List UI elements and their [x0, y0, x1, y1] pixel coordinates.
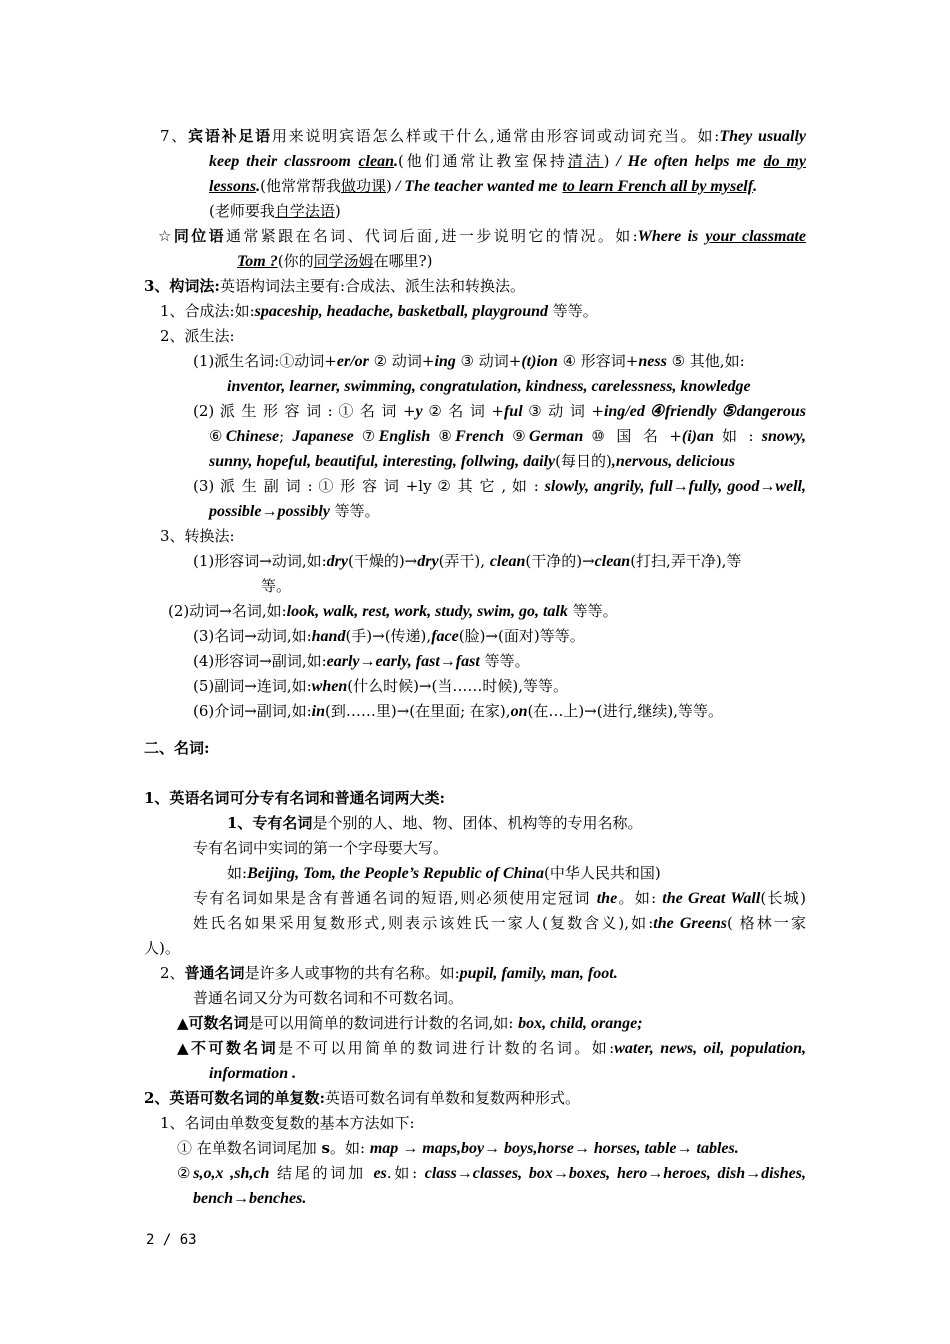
example-highlight: lessons [209, 178, 257, 195]
example-text: water, news, oil, population, [614, 1040, 806, 1057]
term-countable-noun: 可数名词 [188, 1014, 249, 1032]
example-text: English [378, 428, 431, 445]
conversion-noun-verb [193, 624, 585, 649]
item-text: (在…上)→(进行,继续),等等。 [527, 702, 723, 720]
item-text: ② 名 词 + [422, 402, 504, 420]
example-text: look, walk, rest, work, study, swim, go, talk [286, 603, 568, 620]
item-text: ② [177, 1164, 194, 1182]
example-text: slowly, angrily, full→fully, good→well, [544, 478, 807, 495]
item-text: ② 动词+ [368, 352, 435, 370]
surname-plural-rule-line-2: 人)。 [144, 939, 180, 957]
item-label: 3、转换法: [160, 527, 235, 545]
conversion-adj-verb-line-1 [193, 549, 741, 574]
term-common-noun: 普通名词 [184, 964, 245, 982]
item-text: (3) 派 生 副 词 : ① 形 容 词 +ly ② 其 它 , 如 : [193, 477, 545, 495]
derived-nouns-line-1 [193, 349, 745, 374]
example-text: hand [311, 628, 346, 645]
section-heading: 2、英语可数名词的单复数: [144, 1089, 325, 1107]
example-text: on [510, 703, 528, 720]
suffix: ful [503, 403, 523, 420]
translation: (你的 [277, 252, 314, 270]
example-text: inventor, learner, swimming, congratulation, kindness, carelessness, knowledge [227, 378, 751, 395]
item-text: (4)形容词→副词,如: [193, 652, 327, 670]
definition-text: 通常紧跟在名词、代词后面,进一步说明它的情况。如: [225, 227, 638, 245]
translation: ) [603, 152, 610, 170]
conversion-adv-conj [193, 674, 568, 699]
derived-adverbs-line-1 [193, 474, 806, 499]
plural-rule-add-es-line-1 [177, 1161, 806, 1186]
example-highlight: clean [358, 153, 394, 170]
punct: . [753, 178, 758, 195]
item-text: (5)副词→连词,如: [193, 677, 312, 695]
item-text: (弄干), [438, 552, 490, 570]
item-text: 。如: [617, 889, 663, 907]
definition-text: 是不可以用简单的数词进行计数的名词。如: [278, 1039, 615, 1057]
example-text: dry [417, 553, 439, 570]
definition-text: 是可以用简单的数词进行计数的名词,如: [248, 1014, 519, 1032]
translation: ( 格林一家 [726, 914, 807, 932]
example-text: early→early, fast→fast [326, 653, 480, 670]
item-text: 等等。 [567, 602, 618, 620]
word-formation-heading [144, 274, 525, 299]
item-text: 结尾的词加 [269, 1164, 374, 1182]
example-text: clean [489, 553, 526, 570]
example-text: the Great Wall [662, 890, 761, 907]
example-text: box, child, orange; [518, 1015, 643, 1032]
example-text: German [529, 428, 584, 445]
example-text: Chinese [225, 428, 280, 445]
proper-noun-example [227, 861, 661, 886]
item-text: ④ 形容词+ [557, 352, 639, 370]
suffix: s,o,x ,sh,ch [193, 1165, 270, 1182]
item-text: 等等。 [548, 302, 598, 320]
plural-rules-intro: 1、名词由单数变复数的基本方法如下: [160, 1114, 415, 1132]
item-text: ; [279, 427, 293, 445]
item-text: (打扫,弄干净),等 [630, 552, 742, 570]
suffix: s [321, 1139, 330, 1157]
item-text: 等等。 [479, 652, 530, 670]
item-label: 1、合成法:如: [160, 302, 255, 320]
translation-highlight: 同学汤姆 [313, 252, 374, 270]
example-highlight: do my [763, 153, 807, 170]
item-text: 。如: [330, 1139, 370, 1157]
translation-highlight: 自学法语 [274, 202, 335, 220]
item-label: 2、派生法: [160, 327, 235, 345]
item-text: (6)介词→副词,如: [193, 702, 312, 720]
common-noun-definition [160, 961, 618, 986]
section-heading: 3、构词法: [144, 277, 220, 295]
section-text: 英语可数名词有单数和复数两种形式。 [324, 1089, 580, 1107]
item-number: 7、 [160, 127, 189, 145]
item-text: ⑦ [353, 427, 379, 445]
definition-text: 是个别的人、地、物、团体、机构等的专用名称。 [312, 814, 643, 832]
nouns-heading: 二、名词: [144, 739, 210, 757]
page-number: 2 / 63 [146, 1232, 197, 1248]
item-text: 姓氏名如果采用复数形式,则表示该姓氏一家人(复数含义),如: [193, 914, 654, 932]
item-text: ① 在单数名词词尾加 [177, 1139, 322, 1157]
item-text: .如: [386, 1164, 425, 1182]
example-text: keep their classroom [209, 153, 351, 170]
item-text: (干燥的)→ [347, 552, 418, 570]
item-text: ⑨ [504, 427, 530, 445]
item-text: 等。 [261, 577, 292, 595]
item-text: (手)→(传递), [345, 627, 432, 645]
example-highlight: to learn French all by myself [562, 178, 754, 195]
item-text: ⑧ [430, 427, 456, 445]
term-appositive: 同位语 [173, 227, 226, 245]
conversion-adj-verb-line-2 [261, 574, 291, 599]
example-text: They usually [719, 128, 806, 145]
translation: (他们通常让教室保持 [398, 152, 568, 170]
conversion-adj-adv [193, 649, 530, 674]
example-text: ⑤dangerous [716, 403, 806, 420]
example-highlight: Tom ? [237, 253, 278, 270]
term-object-complement: 宾语补足语 [188, 127, 272, 145]
countable-noun-definition [177, 1011, 643, 1036]
item-text: (2)动词→名词,如: [168, 602, 287, 620]
conversion-verb-noun [168, 599, 618, 624]
suffix: ing [434, 353, 456, 370]
item-text: (到……里)→(在里面; 在家), [324, 702, 511, 720]
example-text: map → maps,boy→ boys,horse→ horses, table→ tables. [369, 1140, 739, 1157]
compounding-line [160, 299, 598, 324]
punct: . [394, 153, 398, 170]
noun-types-heading: 1、英语名词可分专有名词和普通名词两大类: [144, 789, 445, 807]
example-text: ,nervous, delicious [611, 453, 735, 470]
example-text: in [311, 703, 325, 720]
example-text: bench→benches. [193, 1190, 307, 1207]
plural-rule-add-es-line-2 [193, 1186, 306, 1211]
translation: (他常常帮我 [260, 177, 341, 195]
derived-adjectives-line-2 [209, 424, 806, 449]
example-text: clean [594, 553, 631, 570]
item-text: (3)名词→动词,如: [193, 627, 312, 645]
common-noun-subtypes: 普通名词又分为可数名词和不可数名词。 [193, 989, 464, 1007]
translation-highlight: 做功课 [340, 177, 386, 195]
proper-noun-article-rule [193, 886, 806, 911]
example-text: ④friendly [644, 403, 717, 420]
term-uncountable-noun: 不可数名词 [190, 1039, 279, 1057]
item-text: (2) 派 生 形 容 词 : ① 名 词 + [193, 402, 416, 420]
plural-rule-add-s [177, 1136, 739, 1161]
example-text: class→classes, box→boxes, hero→heroes, dish→dishes, [424, 1165, 807, 1182]
suffix: er/or [336, 353, 369, 370]
example-text: face [431, 628, 459, 645]
translation: (老师要我 [209, 202, 275, 220]
example-text: pupil, family, man, foot. [459, 965, 618, 982]
example-text: possible→possibly [209, 503, 330, 520]
term-proper-noun: 1、专有名词 [227, 814, 313, 832]
object-complement-line-1 [160, 124, 806, 149]
plural-heading [144, 1086, 580, 1111]
triangle-bullet-icon: ▲ [177, 1014, 189, 1032]
uncountable-noun-definition [177, 1036, 806, 1061]
suffix: y [415, 403, 423, 420]
derived-adjectives-line-1 [193, 399, 806, 424]
uncountable-noun-example-cont [209, 1061, 296, 1086]
derivation-label [160, 324, 235, 349]
item-text: ⑩ 国 名 + [583, 427, 682, 445]
appositive-line-2 [237, 249, 433, 274]
suffix: ness [638, 353, 667, 370]
suffix: es [373, 1165, 387, 1182]
proper-noun-definition [227, 811, 642, 836]
example-text: / The teacher wanted me [391, 178, 558, 195]
punct: . [256, 178, 261, 195]
example-text: Beijing, Tom, the People’s Republic of China [247, 865, 544, 882]
derived-adjectives-line-3 [209, 449, 735, 474]
example-text: sunny, hopeful, beautiful, interesting, follwing, daily [209, 453, 556, 470]
star-icon: ☆ [158, 227, 174, 245]
item-text: (1)形容词→动词,如: [193, 552, 327, 570]
example-text: when [311, 678, 348, 695]
item-text: (脸)→(面对)等等。 [458, 627, 585, 645]
definition-text: 是许多人或事物的共有名称。如: [244, 964, 460, 982]
suffix: ing/ed [603, 403, 645, 420]
proper-noun-capital-rule: 专有名词中实词的第一个字母要大写。 [193, 839, 449, 857]
example-text: dry [326, 553, 348, 570]
example-text: snowy, [761, 428, 807, 445]
item-text: 等等。 [329, 502, 380, 520]
object-complement-line-2 [209, 149, 806, 174]
translation: (中华人民共和国) [543, 864, 661, 882]
item-text: 如 : [713, 427, 762, 445]
item-text: 专有名词如果是含有普通名词的短语,则必须使用定冠词 [193, 889, 597, 907]
example-text: the [596, 890, 618, 907]
translation: 在哪里?) [373, 252, 433, 270]
example-text: / He often helps me [609, 153, 756, 170]
item-number: 2、 [160, 964, 185, 982]
triangle-bullet-icon: ▲ [177, 1039, 191, 1057]
section-text: 英语构词法主要有:合成法、派生法和转换法。 [219, 277, 526, 295]
example-highlight: your classmate [705, 228, 806, 245]
suffix: (i)an [681, 428, 714, 445]
example-text: spaceship, headache, basketball, playground [254, 303, 548, 320]
item-text: 如: [227, 864, 248, 882]
translation: ) [386, 177, 392, 195]
object-complement-line-3 [209, 174, 757, 199]
suffix: (t)ion [521, 353, 558, 370]
item-text: (1)派生名词:①动词+ [193, 352, 337, 370]
item-text: ③ 动 词 + [522, 402, 604, 420]
translation-highlight: 清洁 [567, 152, 604, 170]
item-text: (干净的)→ [525, 552, 595, 570]
item-text: ⑥ [209, 427, 226, 445]
item-text: (什么时候)→(当……时候),等等。 [347, 677, 568, 695]
object-complement-line-4 [209, 199, 341, 224]
example-text: the Greens [653, 915, 727, 932]
example-text: information . [209, 1065, 297, 1082]
conversion-label [160, 524, 235, 549]
translation: (长城) [760, 889, 806, 907]
translation: (每日的) [555, 452, 612, 470]
item-text: ③ 动词+ [455, 352, 522, 370]
appositive-line-1 [158, 224, 806, 249]
derived-adverbs-line-2 [209, 499, 380, 524]
derived-nouns-line-2 [227, 374, 751, 399]
conversion-prep-adv [193, 699, 723, 724]
item-text: ⑤ 其他,如: [666, 352, 745, 370]
definition-text: 用来说明宾语怎么样或干什么,通常由形容词或动词充当。如: [271, 127, 720, 145]
surname-plural-rule-line-1 [193, 911, 806, 936]
translation: ) [334, 202, 341, 220]
example-text: Where is [637, 228, 699, 245]
example-text: French [455, 428, 505, 445]
example-text: Japanese [292, 428, 354, 445]
